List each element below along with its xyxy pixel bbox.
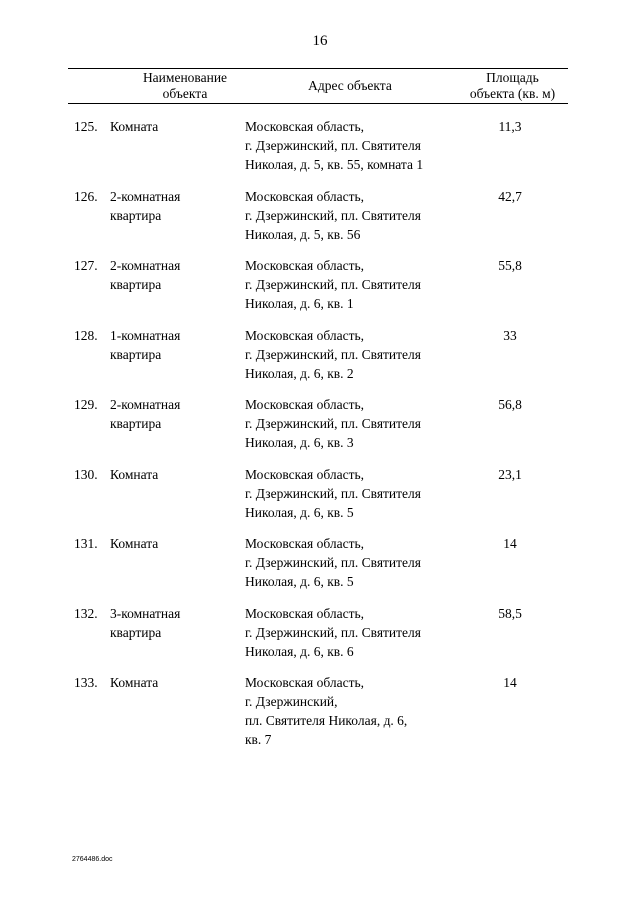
object-name-line: 2-комнатная bbox=[110, 397, 181, 412]
document-filename: 2764486.doc bbox=[72, 856, 113, 863]
object-address-line: г. Дзержинский, пл. Святителя bbox=[245, 555, 421, 570]
column-header-area-line1: Площадь bbox=[486, 70, 539, 85]
object-address-line: Николая, д. 6, кв. 1 bbox=[245, 296, 354, 311]
object-address bbox=[245, 673, 465, 749]
object-address bbox=[245, 326, 465, 383]
object-address-line: Московская область, bbox=[245, 189, 365, 204]
object-address bbox=[245, 534, 465, 591]
object-address-line: Московская область, bbox=[245, 258, 365, 273]
object-name bbox=[110, 395, 240, 433]
object-name-line: Комната bbox=[110, 536, 159, 551]
object-area: 55,8 bbox=[498, 258, 522, 273]
row-number: 126. bbox=[74, 189, 98, 204]
object-address-line: г. Дзержинский, пл. Святителя bbox=[245, 347, 421, 362]
object-address-line: Московская область, bbox=[245, 536, 365, 551]
object-address-line: Николая, д. 5, кв. 56 bbox=[245, 227, 361, 242]
object-address-line: Николая, д. 6, кв. 2 bbox=[245, 366, 354, 381]
object-address-line: г. Дзержинский, пл. Святителя bbox=[245, 486, 421, 501]
object-address bbox=[245, 187, 465, 244]
row-number: 133. bbox=[74, 675, 98, 690]
column-header-area bbox=[450, 70, 575, 102]
object-name-line: Комната bbox=[110, 467, 159, 482]
object-name bbox=[110, 117, 240, 136]
object-name-line: 1-комнатная bbox=[110, 328, 181, 343]
object-area: 58,5 bbox=[498, 606, 522, 621]
object-name bbox=[110, 326, 240, 364]
object-area: 14 bbox=[503, 675, 517, 690]
object-address-line: г. Дзержинский, пл. Святителя bbox=[245, 208, 421, 223]
object-address-line: Московская область, bbox=[245, 467, 365, 482]
row-number: 128. bbox=[74, 328, 98, 343]
object-address bbox=[245, 395, 465, 452]
object-area: 33 bbox=[503, 328, 517, 343]
object-name bbox=[110, 187, 240, 225]
object-address-line: Московская область, bbox=[245, 328, 365, 343]
row-number: 129. bbox=[74, 397, 98, 412]
row-number: 130. bbox=[74, 467, 98, 482]
object-area: 42,7 bbox=[498, 189, 522, 204]
object-name-line: квартира bbox=[110, 208, 162, 223]
object-address-line: кв. 7 bbox=[245, 732, 272, 747]
object-address-line: г. Дзержинский, пл. Святителя bbox=[245, 625, 421, 640]
object-address-line: Николая, д. 5, кв. 55, комната 1 bbox=[245, 157, 424, 172]
row-number: 131. bbox=[74, 536, 98, 551]
object-name-line: 2-комнатная bbox=[110, 189, 181, 204]
page-number: 16 bbox=[312, 33, 328, 49]
object-area: 14 bbox=[503, 536, 517, 551]
object-address-line: Николая, д. 6, кв. 5 bbox=[245, 505, 354, 520]
object-address bbox=[245, 465, 465, 522]
object-address-line: Московская область, bbox=[245, 397, 365, 412]
column-header-address: Адрес объекта bbox=[308, 78, 392, 93]
column-header-name-line1: Наименование bbox=[142, 70, 228, 85]
object-name-line: квартира bbox=[110, 277, 162, 292]
column-header-name-line2: объекта bbox=[162, 86, 208, 101]
object-name-line: 2-комнатная bbox=[110, 258, 181, 273]
object-area: 56,8 bbox=[498, 397, 522, 412]
object-name-line: квартира bbox=[110, 416, 162, 431]
object-address bbox=[245, 256, 465, 313]
object-area: 23,1 bbox=[498, 467, 522, 482]
object-address-line: г. Дзержинский, пл. Святителя bbox=[245, 277, 421, 292]
object-name bbox=[110, 256, 240, 294]
object-address-line: г. Дзержинский, пл. Святителя bbox=[245, 138, 421, 153]
table-header-bottom-rule bbox=[68, 103, 568, 104]
object-address-line: Николая, д. 6, кв. 3 bbox=[245, 435, 354, 450]
object-name-line: Комната bbox=[110, 119, 159, 134]
object-address-line: г. Дзержинский, пл. Святителя bbox=[245, 416, 421, 431]
object-name bbox=[110, 604, 240, 642]
object-area: 11,3 bbox=[498, 119, 522, 134]
object-name-line: 3-комнатная bbox=[110, 606, 181, 621]
column-header-name bbox=[105, 70, 265, 102]
object-address bbox=[245, 604, 465, 661]
object-name-line: квартира bbox=[110, 347, 162, 362]
object-name-line: Комната bbox=[110, 675, 159, 690]
row-number: 132. bbox=[74, 606, 98, 621]
object-address-line: Московская область, bbox=[245, 675, 365, 690]
object-address-line: г. Дзержинский, bbox=[245, 694, 338, 709]
object-name bbox=[110, 673, 240, 692]
object-name bbox=[110, 534, 240, 553]
object-address-line: Николая, д. 6, кв. 6 bbox=[245, 644, 354, 659]
object-name bbox=[110, 465, 240, 484]
column-header-area-line2: объекта (кв. м) bbox=[469, 86, 556, 101]
object-address-line: пл. Святителя Николая, д. 6, bbox=[245, 713, 408, 728]
table-header-top-rule bbox=[68, 68, 568, 69]
object-address-line: Николая, д. 6, кв. 5 bbox=[245, 574, 354, 589]
row-number: 127. bbox=[74, 258, 98, 273]
object-address bbox=[245, 117, 465, 174]
object-address-line: Московская область, bbox=[245, 119, 365, 134]
object-address-line: Московская область, bbox=[245, 606, 365, 621]
row-number: 125. bbox=[74, 119, 98, 134]
object-name-line: квартира bbox=[110, 625, 162, 640]
